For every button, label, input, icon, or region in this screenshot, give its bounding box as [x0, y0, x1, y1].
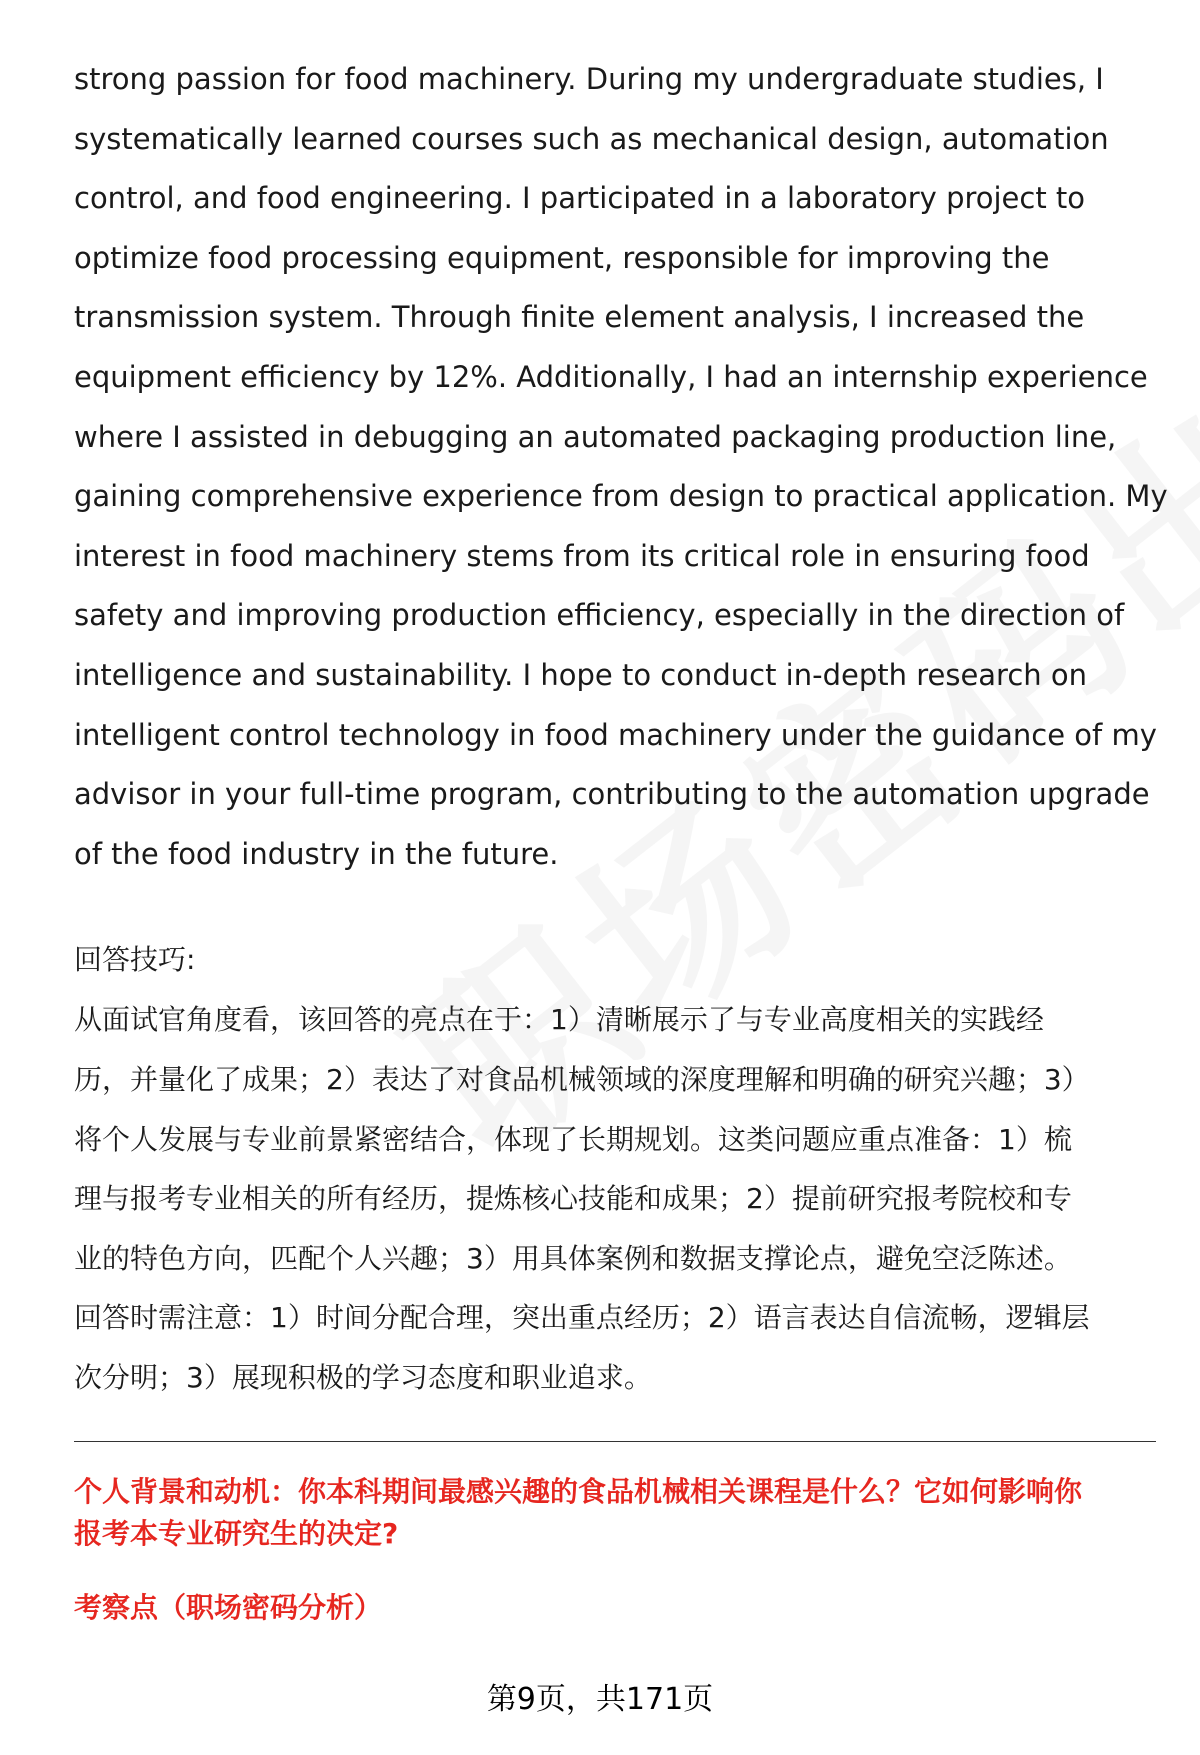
- question-heading: [74, 1471, 1164, 1555]
- answer-line: safety and improving production efficiency, especially in the direction of: [74, 598, 1125, 633]
- tips-line: 次分明；3）展现积极的学习态度和职业追求。: [74, 1360, 652, 1394]
- answer-line: advisor in your full-time program, contributing to the automation upgrade: [74, 777, 1150, 812]
- answer-line: optimize food processing equipment, responsible for improving the: [74, 240, 1050, 275]
- tips-line: 历，并量化了成果；2）表达了对食品机械领域的深度理解和明确的研究兴趣；3）: [74, 1062, 1090, 1096]
- tips-line: 将个人发展与专业前景紧密结合，体现了长期规划。这类问题应重点准备：1）梳: [74, 1122, 1072, 1156]
- question-line: 个人背景和动机：你本科期间最感兴趣的食品机械相关课程是什么？它如何影响你: [74, 1475, 1083, 1508]
- answer-line: transmission system. Through finite element analysis, I increased the: [74, 300, 1085, 335]
- answer-line: control, and food engineering. I participated in a laboratory project to: [74, 181, 1086, 216]
- answer-line: intelligent control technology in food machinery under the guidance of my: [74, 717, 1157, 752]
- tips-paragraph: [74, 990, 1154, 1407]
- content-area: [74, 50, 1168, 1407]
- tips-line: 从面试官角度看，该回答的亮点在于：1）清晰展示了与专业高度相关的实践经: [74, 1003, 1044, 1037]
- answer-line: of the food industry in the future.: [74, 836, 559, 871]
- answer-line: interest in food machinery stems from its critical role in ensuring food: [74, 538, 1090, 573]
- section-divider: [74, 1441, 1156, 1442]
- answer-paragraph: [74, 50, 1168, 884]
- answer-line: strong passion for food machinery. During my undergraduate studies, I: [74, 62, 1104, 96]
- answer-line: equipment efficiency by 12%. Additionally, I had an internship experience: [74, 359, 1148, 394]
- question-line: 报考本专业研究生的决定?: [74, 1517, 399, 1550]
- tips-line: 回答时需注意：1）时间分配合理，突出重点经历；2）语言表达自信流畅，逻辑层: [74, 1301, 1090, 1335]
- page-number-footer: 第9页，共171页: [486, 1682, 714, 1717]
- answer-line: where I assisted in debugging an automated packaging production line,: [74, 419, 1117, 454]
- tips-heading: 回答技巧:: [74, 943, 196, 977]
- answer-line: gaining comprehensive experience from design to practical application. My: [74, 479, 1168, 514]
- tips-line: 业的特色方向，匹配个人兴趣；3）用具体案例和数据支撑论点，避免空泛陈述。: [74, 1241, 1072, 1275]
- tips-line: 理与报考专业相关的所有经历，提炼核心技能和成果；2）提前研究报考院校和专: [74, 1182, 1072, 1216]
- answer-line: systematically learned courses such as mechanical design, automation: [74, 121, 1109, 156]
- answer-line: intelligence and sustainability. I hope to conduct in-depth research on: [74, 657, 1088, 692]
- assessment-point-heading: 考察点（职场密码分析）: [74, 1591, 383, 1624]
